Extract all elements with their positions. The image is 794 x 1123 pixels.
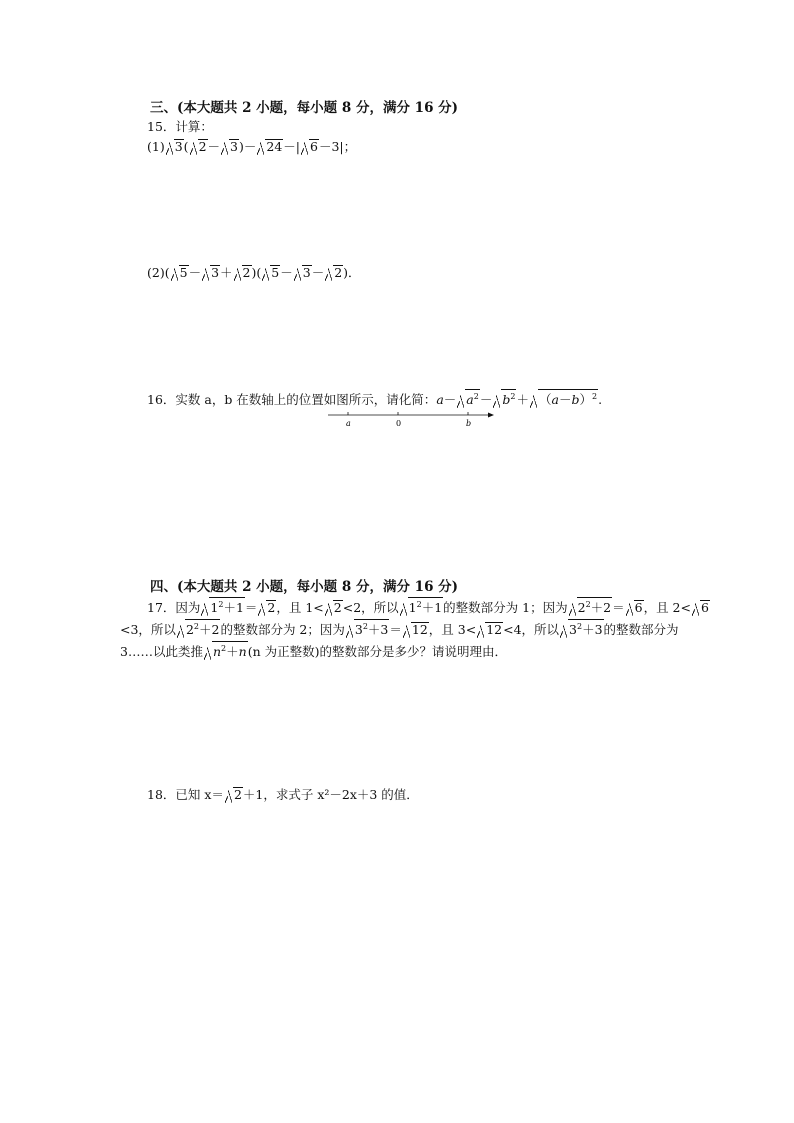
q18-text: ＋1，求式子 x²－2x＋3 的值． [242, 787, 419, 802]
question-15-part-2: (2)( 5－ 3＋ 2)( 5－ 3－ 2)． [147, 265, 361, 280]
q17-text: 的整数部分为 2；因为 [220, 622, 345, 637]
question-15-part-1: (1) 3( 2－ 3)－ 24－| 6－3|； [147, 139, 357, 154]
number-line-diagram [326, 408, 498, 430]
question-17-line-3: 3……以此类推 $n^2+n(n$ 为正整数)的整数部分是多少？请说明理由． [120, 641, 507, 661]
question-17-line-2: <3，所以 $2^2+2$的整数部分为 2；因为 $3^2+3= 12$，且 3< 12<4，所以 $3^2+3$的整数部分为 [120, 619, 679, 639]
q17-text: ，且 1< [276, 600, 324, 615]
section-4-heading: 四、(本大题共 2 小题，每小题 8 分，满分 16 分) [150, 579, 459, 595]
q17-text: <4，所以 [503, 622, 560, 637]
axis-label-b: b [466, 419, 472, 428]
q17-text: <2，所以 [342, 600, 399, 615]
q17-text: 的整数部分为 [603, 622, 679, 637]
q17-text: ，且 3< [428, 622, 477, 637]
q17-text: 的整数部分为 1；因为 [443, 600, 568, 615]
q17-text: (n 为正整数)的整数部分是多少？请说明理由． [247, 644, 507, 659]
question-16-text: 16．实数 a，b 在数轴上的位置如图所示，请化简： [147, 392, 437, 407]
q17-text: ，且 2< [643, 600, 691, 615]
axis-arrow [488, 413, 494, 418]
q17-text: 3……以此类推 [120, 644, 203, 659]
axis-label-0: 0 [396, 419, 402, 428]
q17-text: <3，所以 [120, 622, 176, 637]
part-1-prefix: (1) [147, 139, 165, 154]
part-2-prefix: (2) [147, 265, 165, 280]
question-15-label: 15．计算： [147, 119, 213, 134]
question-16: 16．实数 a，b 在数轴上的位置如图所示，请化简：$a- a^2- b^2+ (a-b)^2$. [147, 389, 602, 409]
section-3-heading: 三、(本大题共 2 小题，每小题 8 分，满分 16 分) [150, 100, 459, 116]
question-18: 18．已知 x＝ 2＋1，求式子 x²－2x＋3 的值． [147, 787, 419, 802]
q17-text: 17．因为 [147, 600, 201, 615]
axis-label-a: a [346, 419, 351, 428]
q18-text: 18．已知 x＝ [147, 787, 224, 802]
question-17-line-1: 17．因为 $1^2+1= 2$，且 1< 2<2，所以 $1^2+1$的整数部分为 1；因为 $2^2+2= 6$，且 2< 6 [147, 597, 710, 617]
